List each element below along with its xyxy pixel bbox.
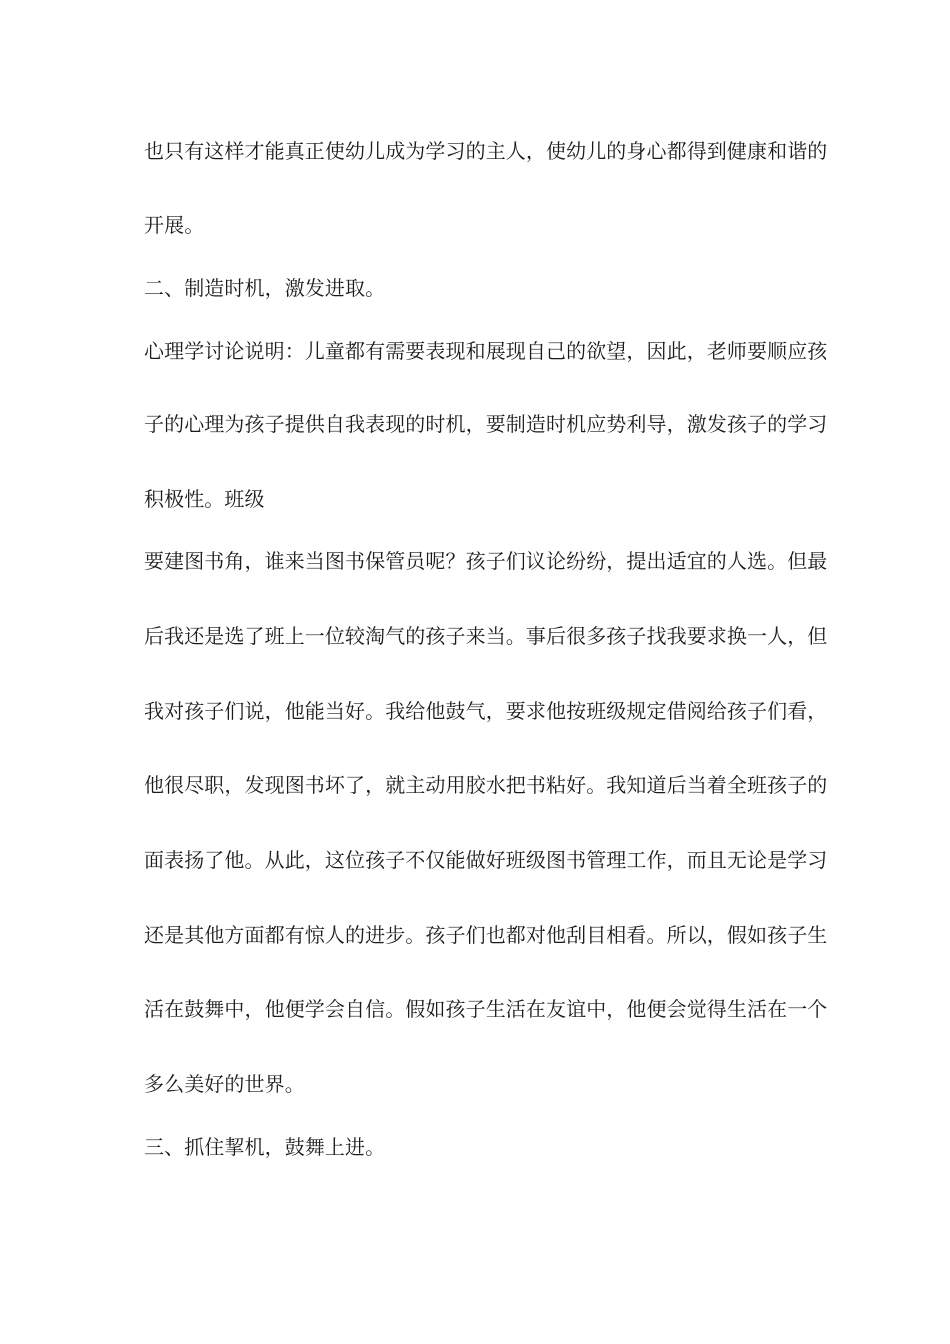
paragraph-line-6: 要建图书角，谁来当图书保管员呢？孩子们议论纷纷，提出适宜的人选。但最	[144, 549, 828, 573]
paragraph-line-10: 面表扬了他。从此，这位孩子不仅能做好班级图书管理工作，而且无论是学习	[144, 848, 828, 872]
paragraph-line-1: 也只有这样才能真正使幼儿成为学习的主人，使幼儿的身心都得到健康和谐的	[144, 139, 828, 163]
paragraph-line-12: 活在鼓舞中，他便学会自信。假如孩子生活在友谊中，他便会觉得生活在一个	[144, 997, 828, 1021]
paragraph-line-13: 多么美好的世界。	[144, 1072, 305, 1096]
paragraph-line-3: 心理学讨论说明：儿童都有需要表现和展现自己的欲望，因此，老师要顺应孩	[144, 339, 828, 363]
paragraph-line-5: 积极性。班级	[144, 487, 265, 511]
paragraph-line-9: 他很尽职，发现图书坏了，就主动用胶水把书粘好。我知道后当着全班孩子的	[144, 773, 828, 797]
paragraph-line-8: 我对孩子们说，他能当好。我给他鼓气，要求他按班级规定借阅给孩子们看，	[144, 699, 828, 723]
paragraph-line-11: 还是其他方面都有惊人的进步。孩子们也都对他刮目相看。所以，假如孩子生	[144, 923, 828, 947]
paragraph-line-2: 开展。	[144, 213, 205, 237]
section-heading-3: 三、抓住挈机，鼓舞上进。	[144, 1135, 386, 1159]
section-heading-2: 二、制造时机，激发进取。	[144, 276, 386, 300]
paragraph-line-4: 子的心理为孩子提供自我表现的时机，要制造时机应势利导，激发孩子的学习	[144, 412, 828, 436]
paragraph-line-7: 后我还是选了班上一位较淘气的孩子来当。事后很多孩子找我要求换一人，但	[144, 624, 828, 648]
